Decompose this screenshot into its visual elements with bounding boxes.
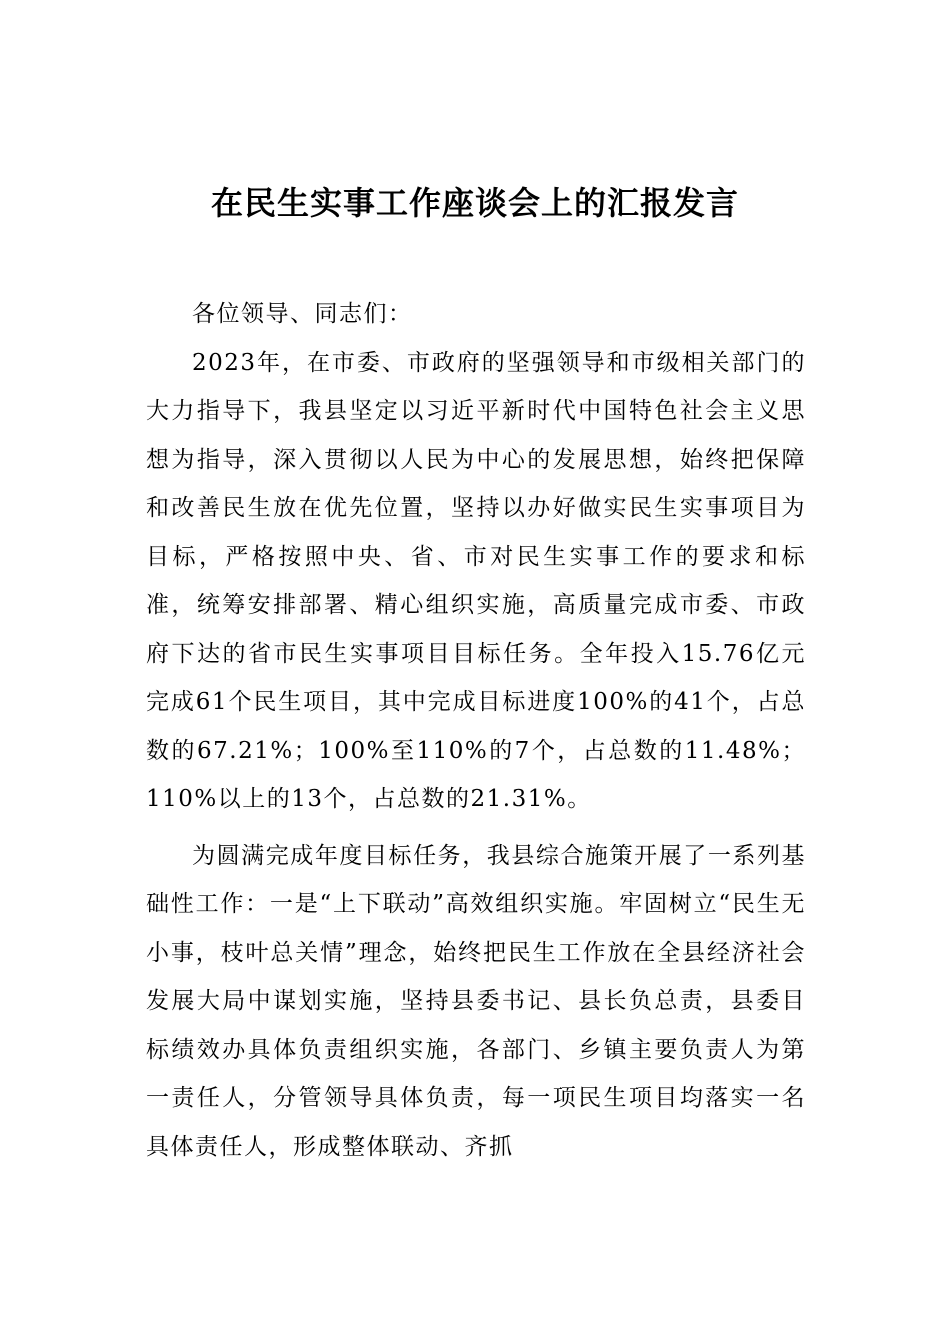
paragraph-2: 为圆满完成年度目标任务，我县综合施策开展了一系列基础性工作：一是“上下联动”高效组织实施。牢固树立“民生无小事，枝叶总关情”理念，始终把民生工作放在全县经济社会发展大局中谋划实施，坚持县委书记、县长负总责，县委目标绩效办具体负责组织实施，各部门、乡镇主要负责人为第一责任人，分管领导具体负责，每一项民生项目均落实一名具体责任人，形成整体联动、齐抓 <box>146 842 806 1160</box>
paragraph-1: 2023年，在市委、市政府的坚强领导和市级相关部门的大力指导下，我县坚定以习近平新时代中国特色社会主义思想为指导，深入贯彻以人民为中心的发展思想，始终把保障和改善民生放在优先位置，坚持以办好做实民生实事项目为目标，严格按照中央、省、市对民生实事工作的要求和标准，统筹安排部署、精心组织实施，高质量完成市委、市政府下达的省市民生实事项目目标任务。全年投入15.76亿元完成61个民生项目，其中完成目标进度100%的41个，占总数的67.21%；100%至110%的7个，占总数的11.48%；110%以上的13个，占总数的21.31%。 <box>146 349 806 812</box>
salutation: 各位领导、同志们： <box>192 301 413 327</box>
page-title: 在民生实事工作座谈会上的汇报发言 <box>210 184 739 223</box>
document-body <box>146 290 806 1171</box>
